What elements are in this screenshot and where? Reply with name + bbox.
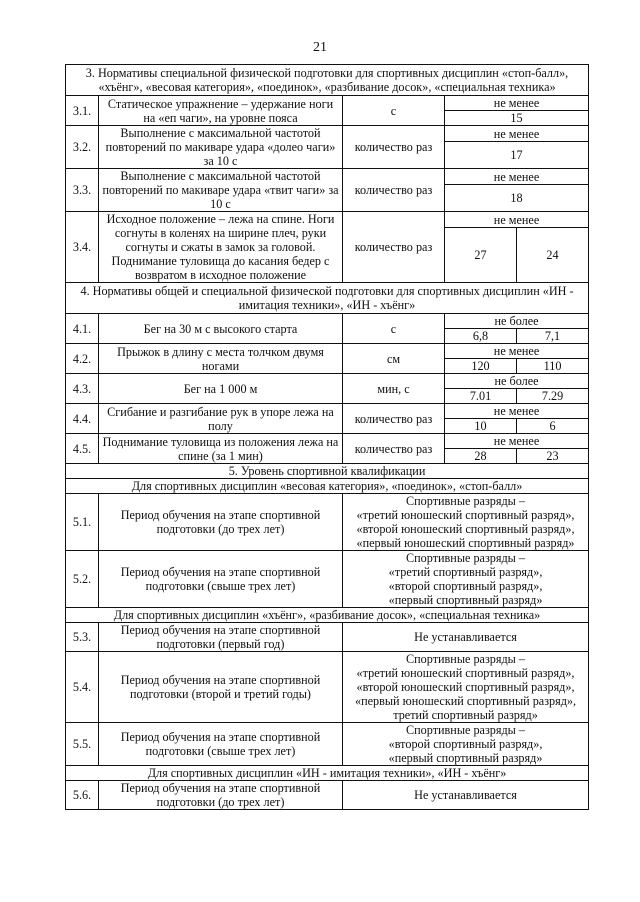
table-row [66,404,589,419]
row-number: 3.1. [66,96,99,126]
period: Период обучения на этапе спортивной подготовки (до трех лет) [99,781,343,810]
requirement-line: Спортивные разряды – [406,723,526,737]
value-male: 27 [445,228,517,283]
exercise-name: Прыжок в длину с места толчком двумя ногами [99,344,343,374]
requirement-line: «третий юношеский спортивный разряд», [356,666,575,680]
value-male: 6,8 [445,329,517,344]
value-male: 120 [445,359,517,374]
period: Период обучения на этапе спортивной подготовки (второй и третий годы) [99,652,343,723]
period: Период обучения на этапе спортивной подготовки (первый год) [99,623,343,652]
exercise-name: Поднимание туловища из положения лежа на спине (за 1 мин) [99,434,343,464]
value-female: 24 [517,228,589,283]
requirement-line: Спортивные разряды – [406,551,526,565]
requirement-line: Не устанавливается [414,788,517,802]
condition: не менее [445,212,589,228]
condition: не менее [445,404,589,419]
value-female: 23 [517,449,589,464]
section-3-title: 3. Нормативы специальной физической подготовки для спортивных дисциплин «стоп-балл», «хъёнг», «весовая категория», «поединок», «разбивание досок», «специальная техника» [66,65,589,96]
unit: с [343,96,445,126]
requirement [343,781,589,810]
requirement-line: «второй спортивный разряд», [388,737,543,751]
standards-table [65,64,589,810]
unit: количество раз [343,212,445,283]
requirement [343,652,589,723]
unit: количество раз [343,404,445,434]
requirement [343,723,589,766]
row-number: 5.3. [66,623,99,652]
unit: с [343,314,445,344]
row-number: 4.3. [66,374,99,404]
exercise-name: Выполнение с максимальной частотой повторений по макиваре удара «твит чаги» за 10 с [99,169,343,212]
value: 15 [445,111,589,126]
period: Период обучения на этапе спортивной подготовки (до трех лет) [99,494,343,551]
standards-table-container [65,64,588,810]
row-number: 5.2. [66,551,99,608]
unit: количество раз [343,126,445,169]
requirement-line: «второй юношеский спортивный разряд», [356,522,575,536]
period: Период обучения на этапе спортивной подготовки (свыше трех лет) [99,723,343,766]
table-row [66,374,589,389]
exercise-name: Бег на 1 000 м [99,374,343,404]
condition: не менее [445,126,589,142]
row-number: 5.6. [66,781,99,810]
table-row [66,723,589,766]
section-5-title: 5. Уровень спортивной квалификации [66,464,589,479]
unit: мин, с [343,374,445,404]
table-row [66,551,589,608]
exercise-name: Статическое упражнение – удержание ноги на «еп чаги», на уровне пояса [99,96,343,126]
table-row [66,623,589,652]
row-number: 5.1. [66,494,99,551]
requirement-line: Спортивные разряды – [406,494,526,508]
value-female: 7.29 [517,389,589,404]
value-male: 7.01 [445,389,517,404]
table-row [66,652,589,723]
value-female: 6 [517,419,589,434]
requirement-line: «третий спортивный разряд», [388,565,543,579]
row-number: 5.5. [66,723,99,766]
table-row [66,781,589,810]
table-row [66,169,589,185]
table-row [66,212,589,228]
row-number: 4.1. [66,314,99,344]
value-female: 7,1 [517,329,589,344]
requirement-line: «первый юношеский спортивный разряд» [356,536,575,550]
requirement-line: третий спортивный разряд» [393,708,538,722]
row-number: 3.3. [66,169,99,212]
condition: не менее [445,96,589,111]
table-row [66,344,589,359]
value-female: 110 [517,359,589,374]
table-row [66,314,589,329]
exercise-name: Сгибание и разгибание рук в упоре лежа на полу [99,404,343,434]
group-heading: Для спортивных дисциплин «весовая категория», «поединок», «стоп-балл» [66,479,589,494]
value-male: 28 [445,449,517,464]
requirement [343,623,589,652]
requirement [343,551,589,608]
section-4-title: 4. Нормативы общей и специальной физической подготовки для спортивных дисциплин «ИН - имитация техники», «ИН - хъёнг» [66,283,589,314]
row-number: 4.4. [66,404,99,434]
requirement-line: «третий юношеский спортивный разряд», [356,508,575,522]
row-number: 3.4. [66,212,99,283]
requirement-line: «второй юношеский спортивный разряд», [356,680,575,694]
table-row [66,96,589,111]
condition: не менее [445,434,589,449]
exercise-name: Выполнение с максимальной частотой повторений по макиваре удара «долео чаги» за 10 с [99,126,343,169]
requirement-line: Спортивные разряды – [406,652,526,666]
page-number: 21 [313,40,327,55]
value: 18 [445,185,589,212]
row-number: 4.2. [66,344,99,374]
exercise-name: Бег на 30 м с высокого старта [99,314,343,344]
condition: не менее [445,344,589,359]
table-row [66,494,589,551]
unit: количество раз [343,434,445,464]
group-heading: Для спортивных дисциплин «ИН - имитация техники», «ИН - хъёнг» [66,766,589,781]
exercise-name: Исходное положение – лежа на спине. Ноги согнуты в коленях на ширине плеч, руки согнуты и сжаты в замок за головой. Поднимание туловища до касания бедер с возвратом в исходное положение [99,212,343,283]
unit: количество раз [343,169,445,212]
requirement-line: Не устанавливается [414,630,517,644]
period: Период обучения на этапе спортивной подготовки (свыше трех лет) [99,551,343,608]
table-row [66,126,589,142]
condition: не менее [445,169,589,185]
requirement-line: «первый спортивный разряд» [388,593,543,607]
group-heading: Для спортивных дисциплин «хъёнг», «разбивание досок», «специальная техника» [66,608,589,623]
requirement-line: «первый юношеский спортивный разряд», [354,694,577,708]
requirement-line: «второй спортивный разряд», [388,579,543,593]
value: 17 [445,142,589,169]
row-number: 3.2. [66,126,99,169]
condition: не более [445,374,589,389]
row-number: 5.4. [66,652,99,723]
row-number: 4.5. [66,434,99,464]
value-male: 10 [445,419,517,434]
requirement [343,494,589,551]
unit: см [343,344,445,374]
table-row [66,434,589,449]
condition: не более [445,314,589,329]
requirement-line: «первый спортивный разряд» [388,751,543,765]
